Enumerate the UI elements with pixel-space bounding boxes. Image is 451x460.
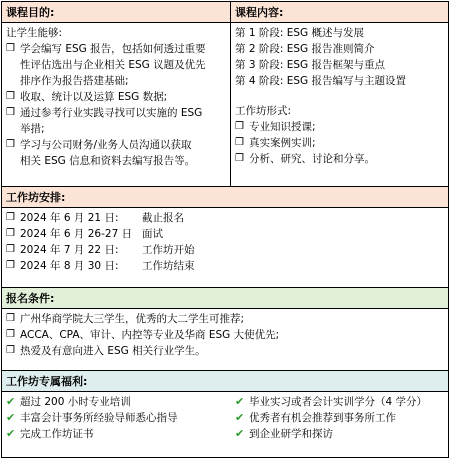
schedule-event: 工作坊开始 [142,244,195,256]
schedule-date: 2024 年 6 月 21 日: [20,212,119,224]
benefit-item [235,394,444,410]
objectives-title: 课程目的: [2,2,230,23]
schedule-item [6,226,444,242]
stage-item: 第 1 阶段: ESG 概述与发展 [235,27,365,39]
checkbox-icon: ❒ [6,139,15,150]
course-objectives [2,2,231,186]
checkbox-icon: ❒ [6,91,15,102]
checkbox-icon: ❒ [6,244,15,255]
checkbox-icon: ❒ [6,43,15,54]
goal-text: 学会编写 ESG 报告，包括如何透过重要 [20,43,206,55]
requirement-text: 热爱及有意向进入 ESG 相关行业学生。 [20,345,206,357]
requirements-section [2,287,448,370]
requirements-title: 报名条件: [2,288,448,309]
check-icon: ✔ [6,427,16,440]
course-section [2,2,448,186]
check-icon: ✔ [235,411,245,424]
schedule-event: 工作坊结束 [142,260,195,272]
format-text: 专业知识授课; [249,121,316,133]
format-item [235,135,444,151]
requirement-item [6,343,444,359]
schedule-date: 2024 年 8 月 30 日: [20,260,119,272]
stage-item: 第 2 阶段: ESG 报告准则简介 [235,43,375,55]
document [1,1,449,458]
schedule-item [6,210,444,226]
checkbox-icon: ❒ [6,212,15,223]
benefits-section [2,370,448,457]
course-content [231,2,448,186]
requirement-text: 广州华商学院大三学生，优秀的大二学生可推荐; [20,313,245,325]
goal-text: 收取、统计以及运算 ESG 数据; [20,91,168,103]
goal-text: 学习与公司财务/业务人员沟通以获取 [20,139,192,151]
goal-text: 排序作为报告搭建基础; [20,75,129,87]
goal-item [6,137,226,169]
checkbox-icon: ❒ [6,329,15,340]
benefit-text: 优秀者有机会推荐到事务所工作 [249,412,396,424]
benefit-item [6,410,227,426]
schedule-item [6,258,444,274]
checkbox-icon: ❒ [235,153,244,164]
format-title: 工作坊形式: [235,105,292,117]
check-icon: ✔ [235,395,245,408]
goal-text: 相关 ESG 信息和资料去编写报告等。 [20,155,196,167]
benefits-title: 工作坊专属福利: [2,371,448,392]
checkbox-icon: ❒ [235,121,244,132]
benefit-item [235,410,444,426]
benefit-text: 超过 200 小时专业培训 [20,396,131,408]
schedule-event: 面试 [142,228,163,240]
benefit-item [6,394,227,410]
checkbox-icon: ❒ [6,107,15,118]
schedule-section [2,186,448,287]
objectives-intro: 让学生能够: [6,27,63,39]
stage-item: 第 3 阶段: ESG 报告框架与重点 [235,59,386,71]
benefit-text: 完成工作坊证书 [20,428,94,440]
checkbox-icon: ❒ [6,313,15,324]
goal-text: 通过参考行业实践寻找可以实施的 ESG [20,107,203,119]
stage-item: 第 4 阶段: ESG 报告编写与主题设置 [235,75,407,87]
format-text: 分析、研究、讨论和分享。 [249,153,375,165]
benefit-item [6,426,227,442]
checkbox-icon: ❒ [6,260,15,271]
goal-item [6,41,226,89]
schedule-title: 工作坊安排: [2,187,448,208]
goal-text: 性评估选出与企业相关 ESG 议题及优先 [20,59,206,71]
goal-item [6,89,226,105]
schedule-item [6,242,444,258]
check-icon: ✔ [6,411,16,424]
schedule-date: 2024 年 7 月 22 日: [20,244,119,256]
checkbox-icon: ❒ [6,345,15,356]
schedule-event: 截止报名 [142,212,184,224]
content-title: 课程内容: [231,2,448,23]
benefit-text: 丰富会计事务所经验导师悉心指导 [20,412,178,424]
check-icon: ✔ [6,395,16,408]
goal-item [6,105,226,137]
schedule-date: 2024 年 6 月 26-27 日 [20,228,133,240]
checkbox-icon: ❒ [235,137,244,148]
requirement-item [6,327,444,343]
check-icon: ✔ [235,427,245,440]
checkbox-icon: ❒ [6,228,15,239]
format-item [235,119,444,135]
goal-text: 举措; [20,123,45,135]
benefit-text: 到企业研学和探访 [249,428,333,440]
requirement-text: ACCA、CPA、审计、内控等专业及华商 ESG 大使优先; [20,329,280,341]
benefit-item [235,426,444,442]
format-item [235,151,444,167]
benefit-text: 毕业实习或者会计实训学分（4 学分） [249,396,428,408]
requirement-item [6,311,444,327]
format-text: 真实案例实训; [249,137,316,149]
